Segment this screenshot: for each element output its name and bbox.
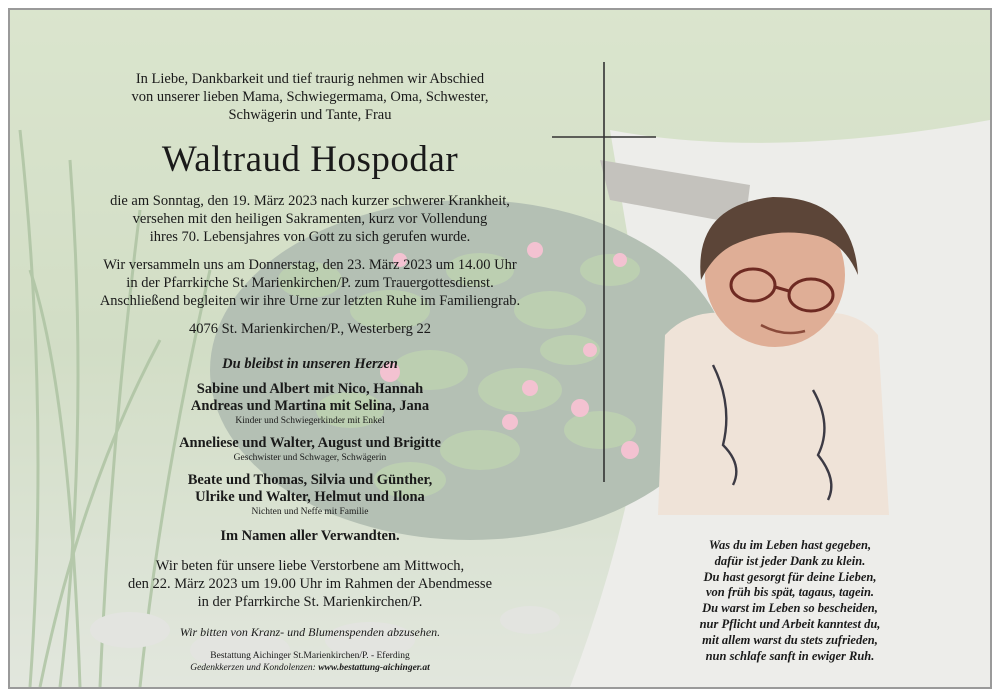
obituary-card [8, 8, 992, 689]
funeral-line: in der Pfarrkirche St. Marienkirchen/P. zum Trauergottesdienst. [126, 275, 494, 291]
family-group-siblings [50, 435, 570, 464]
poem-line: Was du im Leben hast gegeben, [708, 538, 872, 552]
family-line: Beate und Thomas, Silvia und Günther, [187, 472, 433, 488]
deceased-name: Waltraud Hospodar [161, 139, 459, 180]
no-flowers-note: Wir bitten von Kranz- und Blumenspenden abzusehen. [179, 625, 441, 639]
prayer-line: Wir beten für unsere liebe Verstorbene am Mittwoch, [155, 558, 465, 574]
intro-line: In Liebe, Dankbarkeit und tief traurig nehmen wir Abschied [135, 71, 485, 87]
condolence-link[interactable]: www.bestattung-aichinger.at [318, 663, 430, 673]
intro-line: Schwägerin und Tante, Frau [228, 107, 392, 123]
poem-line: von früh bis spät, tagaus, tagein. [705, 585, 875, 600]
condolence-line [50, 662, 570, 674]
death-notice-line: ihres 70. Lebensjahres von Gott zu sich gerufen wurde. [149, 229, 471, 245]
all-relatives: Im Namen aller Verwandten. [220, 528, 400, 544]
prayer-line: den 22. März 2023 um 19.00 Uhr im Rahmen der Abendmesse [127, 576, 493, 592]
funeral-line: Wir versammeln uns am Donnerstag, den 23. März 2023 um 14.00 Uhr [103, 257, 517, 273]
family-group-nieces [50, 472, 570, 518]
poem-line: Du hast gesorgt für deine Lieben, [703, 569, 877, 584]
family-line: Sabine und Albert mit Nico, Hannah [196, 381, 424, 397]
poem-line: nur Pflicht und Arbeit kanntest du, [699, 616, 881, 631]
family-relation: Geschwister und Schwager, Schwägerin [233, 453, 387, 463]
poem [665, 538, 915, 664]
intro-line: von unserer lieben Mama, Schwiegermama, Oma, Schwester, [131, 89, 489, 105]
poem-line: mit allem warst du stets zufrieden, [702, 632, 878, 647]
death-notice-line: die am Sonntag, den 19. März 2023 nach kurzer schwerer Krankheit, [110, 193, 510, 209]
poem-line: Du warst im Leben so bescheiden, [702, 601, 878, 616]
death-notice [50, 192, 570, 246]
death-notice-line: versehen mit den heiligen Sakramenten, kurz vor Vollendung [132, 211, 488, 227]
family-line: Anneliese und Walter, August und Brigitte [179, 435, 441, 451]
motto: Du bleibst in unseren Herzen [222, 356, 398, 372]
intro-text [50, 70, 570, 124]
family-line: Ulrike und Walter, Helmut und Ilona [195, 489, 425, 505]
family-line: Andreas und Martina mit Selina, Jana [190, 398, 430, 414]
family-group-children [50, 381, 570, 427]
obituary-text [50, 58, 570, 674]
undertaker: Bestattung Aichinger St.Marienkirchen/P. - Eferding [210, 651, 410, 661]
prayer-line: in der Pfarrkirche St. Marienkirchen/P. [197, 594, 423, 610]
prayer-details [50, 557, 570, 611]
family-relation: Nichten und Neffe mit Familie [251, 507, 369, 517]
family-relation: Kinder und Schwiegerkinder mit Enkel [235, 416, 385, 426]
condolence-label: Gedenkkerzen und Kondolenzen: [190, 663, 316, 673]
funeral-details [50, 256, 570, 310]
poem-line: nun schlafe sanft in ewiger Ruh. [705, 648, 875, 663]
address: 4076 St. Marienkirchen/P., Westerberg 22 [189, 321, 431, 337]
poem-line: dafür ist jeder Dank zu klein. [714, 553, 866, 568]
funeral-line: Anschließend begleiten wir ihre Urne zur letzten Ruhe im Familiengrab. [99, 293, 521, 309]
portrait-photo [653, 185, 893, 515]
